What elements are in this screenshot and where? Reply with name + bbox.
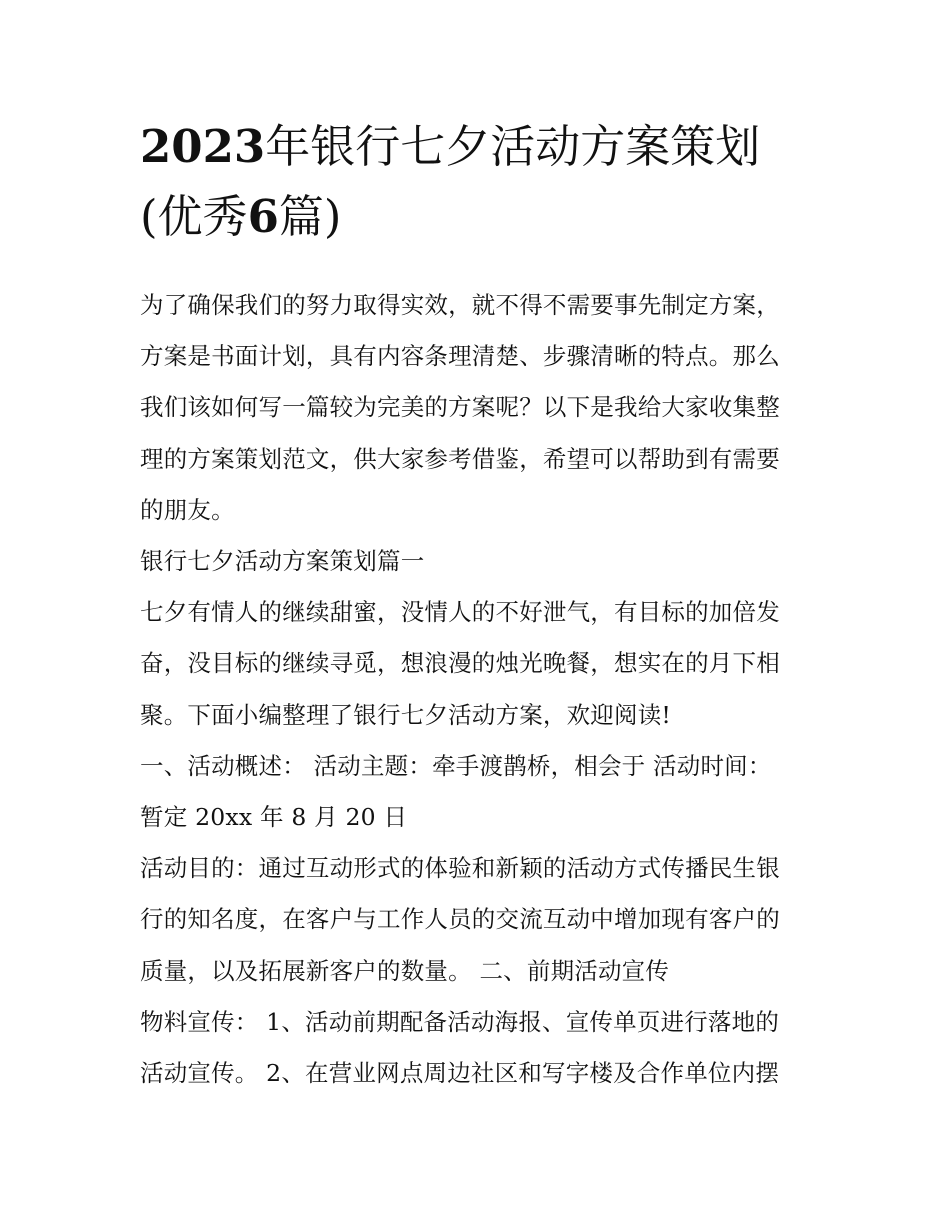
text-line: 理的方案策划范文，供大家参考借鉴，希望可以帮助到有需要 — [140, 444, 780, 473]
text-line: 聚。下面小编整理了银行七夕活动方案，欢迎阅读! — [140, 700, 672, 729]
text-line: 行的知名度，在客户与工作人员的交流互动中增加现有客户的 — [140, 905, 780, 934]
paragraph-opening — [140, 587, 830, 741]
section-heading — [140, 536, 830, 587]
text-line: 物料宣传： 1、活动前期配备活动海报、宣传单页进行落地的 — [140, 1007, 780, 1036]
paragraph-overview — [140, 741, 830, 843]
text-line: 我们该如何写一篇较为完美的方案呢？以下是我给大家收集整 — [140, 393, 780, 422]
paragraph-materials — [140, 997, 830, 1099]
title-year: 2023 — [140, 120, 266, 173]
text-line: 为了确保我们的努力取得实效，就不得不需要事先制定方案， — [140, 291, 780, 319]
paragraph-purpose — [140, 843, 830, 997]
text-line: 暂定 20xx 年 8 月 20 日 — [140, 803, 408, 832]
title-text: 年银行七夕活动方案策划 — [265, 120, 761, 173]
title-count: 6 — [247, 190, 279, 243]
title-line-2 — [140, 182, 830, 252]
document-title — [140, 112, 830, 252]
text-line: 质量，以及拓展新客户的数量。 二、前期活动宣传 — [140, 956, 670, 985]
document-body — [140, 280, 830, 1099]
paragraph-intro — [140, 280, 830, 536]
title-line-1 — [140, 112, 830, 182]
text-line: 奋，没目标的继续寻觅，想浪漫的烛光晚餐，想实在的月下相 — [140, 649, 780, 678]
text-line: 活动目的：通过互动形式的体验和新颖的活动方式传播民生银 — [140, 854, 780, 883]
text-line: 的朋友。 — [140, 495, 235, 524]
title-paren-open: (优秀 — [140, 190, 248, 243]
text-line: 活动宣传。 2、在营业网点周边社区和写字楼及合作单位内摆 — [140, 1059, 780, 1088]
text-line: 银行七夕活动方案策划篇一 — [140, 547, 425, 576]
text-line: 七夕有情人的继续甜蜜，没情人的不好泄气，有目标的加倍发 — [140, 598, 780, 627]
text-line: 一、活动概述： 活动主题：牵手渡鹊桥，相会于 活动时间： — [140, 751, 772, 780]
title-paren-close: 篇) — [278, 190, 342, 243]
text-line: 方案是书面计划，具有内容条理清楚、步骤清晰的特点。那么 — [140, 342, 780, 371]
